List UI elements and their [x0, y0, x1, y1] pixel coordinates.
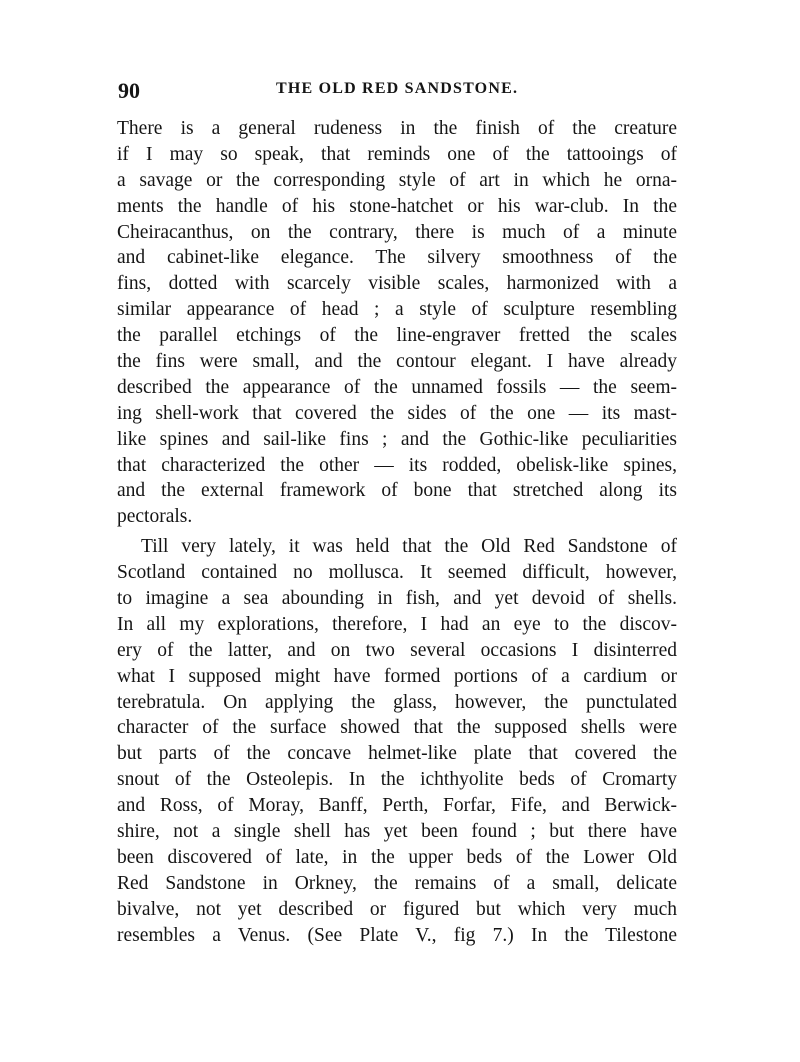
text-line: Cheiracanthus, on the contrary, there is much of a minute: [117, 221, 677, 243]
text-line: ments the handle of his stone-hatchet or his war-club. In the: [117, 195, 677, 217]
text-line: if I may so speak, that reminds one of the tattooings of: [117, 143, 677, 165]
text-line: similar appearance of head ; a style of sculpture resembling: [117, 299, 677, 321]
text-line: pectorals.: [117, 506, 193, 528]
text-line: the fins were small, and the contour elegant. I have already: [117, 351, 677, 373]
paragraph-2: [117, 534, 677, 948]
text-line: been discovered of late, in the upper beds of the Lower Old: [117, 846, 677, 868]
running-head: THE OLD RED SANDSTONE.: [276, 80, 519, 97]
text-line: ery of the latter, and on two several occasions I disinterred: [117, 639, 677, 661]
text-line: that characterized the other — its rodded, obelisk-like spines,: [117, 454, 677, 476]
text-line: terebratula. On applying the glass, however, the punctulated: [117, 691, 677, 713]
text-line: the parallel etchings of the line-engraver fretted the scales: [117, 325, 677, 347]
text-line: described the appearance of the unnamed fossils — the seem-: [117, 376, 677, 398]
text-line: but parts of the concave helmet-like plate that covered the: [117, 743, 677, 765]
text-line: what I supposed might have formed portions of a cardium or: [117, 665, 677, 687]
text-line: bivalve, not yet described or figured but which very much: [117, 898, 677, 920]
text-line: Till very lately, it was held that the Old Red Sandstone of: [141, 536, 677, 558]
page-number: 90: [118, 78, 140, 103]
text-line: like spines and sail-like fins ; and the Gothic-like peculiarities: [117, 428, 677, 450]
text-line: Scotland contained no mollusca. It seemed difficult, however,: [117, 562, 677, 584]
text-line: and the external framework of bone that stretched along its: [117, 480, 677, 502]
text-line: Red Sandstone in Orkney, the remains of a small, delicate: [117, 872, 677, 894]
text-line: to imagine a sea abounding in fish, and yet devoid of shells.: [117, 588, 677, 610]
text-line: There is a general rudeness in the finish of the creature: [117, 118, 677, 139]
body-text: [117, 116, 677, 949]
text-line: fins, dotted with scarcely visible scales, harmonized with a: [117, 273, 677, 295]
text-line: ing shell-work that covered the sides of the one — its mast-: [117, 402, 677, 424]
text-line: character of the surface showed that the supposed shells were: [117, 717, 677, 739]
text-line: snout of the Osteolepis. In the ichthyolite beds of Cromarty: [117, 769, 677, 791]
paragraph-1: [117, 116, 677, 530]
text-line: and cabinet-like elegance. The silvery smoothness of the: [117, 247, 677, 269]
text-line: In all my explorations, therefore, I had an eye to the discov-: [117, 613, 677, 635]
text-line: resembles a Venus. (See Plate V., fig 7.) In the Tilestone: [117, 924, 677, 946]
text-line: shire, not a single shell has yet been found ; but there have: [117, 821, 677, 843]
text-line: and Ross, of Moray, Banff, Perth, Forfar, Fife, and Berwick-: [117, 795, 677, 817]
text-line: a savage or the corresponding style of art in which he orna-: [117, 169, 677, 191]
page-header: [118, 78, 678, 108]
